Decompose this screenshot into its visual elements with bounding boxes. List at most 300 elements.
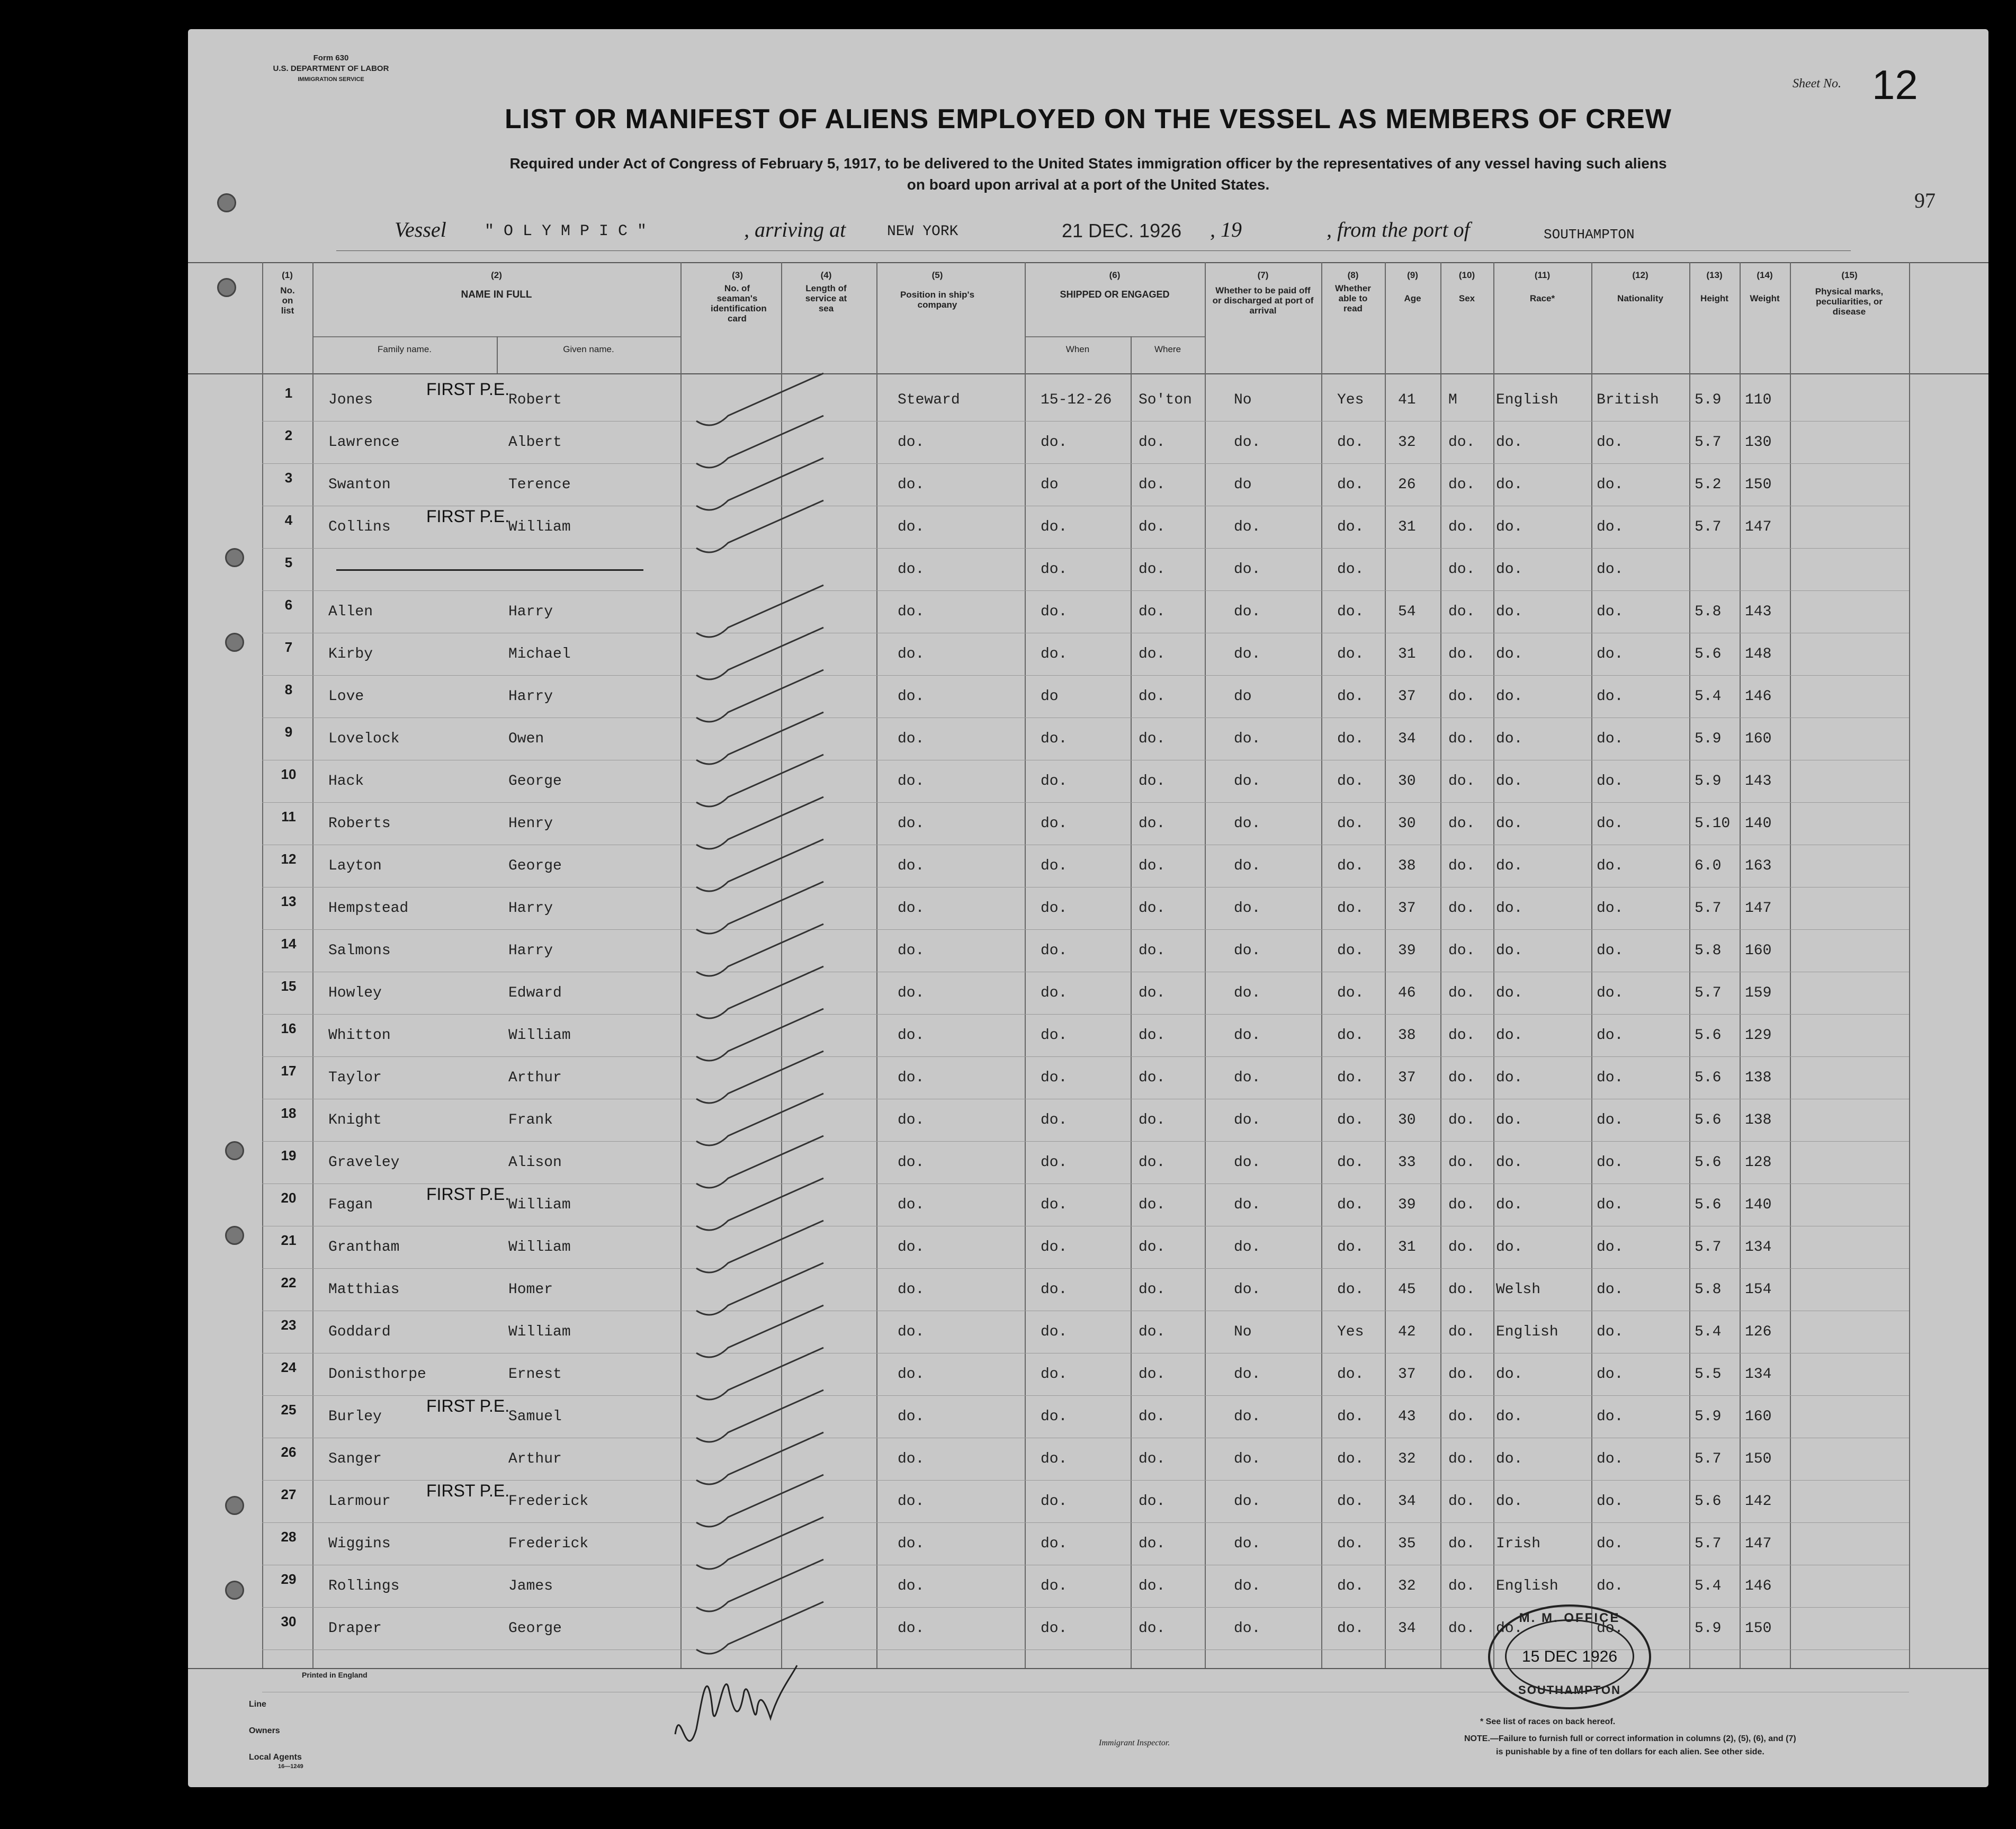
row-age: 45 [1398,1281,1416,1298]
row-height: 5.9 [1695,731,1722,747]
punch-hole [225,1141,244,1160]
row-paid: No [1234,1324,1252,1340]
row-family: Burley [328,1409,382,1425]
row-read: do. [1337,985,1364,1001]
row-where: do. [1139,1366,1166,1383]
row-race: do. [1496,985,1523,1001]
row-nat: do. [1597,1154,1624,1171]
row-where: do. [1139,815,1166,832]
col6-header: (6) SHIPPED OR ENGAGED [1060,270,1170,300]
row-height: 5.9 [1695,392,1722,408]
row-height: 5.6 [1695,1154,1722,1171]
row-age: 33 [1398,1154,1416,1171]
row-weight: 146 [1745,1578,1772,1594]
service-name: IMMIGRATION SERVICE [298,76,364,83]
row-nat: do. [1597,477,1624,493]
row-weight: 146 [1745,688,1772,705]
row-position: do. [898,1578,925,1594]
row-paid: do. [1234,519,1261,535]
agents-code: 16—1249 [278,1763,303,1770]
row-where: do. [1139,985,1166,1001]
row-age: 42 [1398,1324,1416,1340]
stamp-date: 15 DEC 1926 [1521,1648,1618,1665]
printed-note: Printed in England [302,1671,368,1679]
row-paid: do. [1234,815,1261,832]
row-family: Knight [328,1112,382,1128]
row-family: Graveley [328,1154,400,1171]
row-race: do. [1496,858,1523,874]
row-when: do. [1041,1239,1068,1256]
row-race: do. [1496,773,1523,790]
punch-hole [225,548,244,567]
row-age: 30 [1398,1112,1416,1128]
col13-header: (13) Height [1700,270,1728,303]
row-read: do. [1337,1451,1364,1467]
first-pe-annotation: FIRST P.E. [426,1396,510,1415]
row-age: 37 [1398,688,1416,705]
row-position: do. [898,434,925,451]
row-weight: 160 [1745,943,1772,959]
row-family: Draper [328,1620,382,1637]
row-family: Layton [328,858,382,874]
row-weight: 147 [1745,900,1772,917]
row-height: 5.4 [1695,1578,1722,1594]
row-n: 24 [281,1359,297,1375]
row-race: do. [1496,604,1523,620]
row-race: English [1496,1578,1558,1594]
row-nat: do. [1597,604,1624,620]
row-n: 17 [281,1063,297,1079]
row-n: 16 [281,1020,297,1036]
from-port-label: , from the port of [1327,218,1470,241]
row-read: do. [1337,1239,1364,1256]
row-position: do. [898,1493,925,1510]
row-age: 41 [1398,392,1416,408]
row-given: Harry [508,943,553,959]
row-race: do. [1496,1197,1523,1213]
row-paid: do. [1234,731,1261,747]
row-when: do. [1041,985,1068,1001]
row-n: 11 [281,809,296,824]
row-where: do. [1139,1154,1166,1171]
row-weight: 160 [1745,1409,1772,1425]
row-given: Albert [508,434,562,451]
owners-label: Owners [249,1726,280,1735]
row-family: Lawrence [328,434,400,451]
year-label: , 19 [1210,218,1242,241]
row-race: do. [1496,1112,1523,1128]
row-position: do. [898,731,925,747]
punch-hole [217,193,236,212]
row-weight: 129 [1745,1027,1772,1044]
row-read: do. [1337,434,1364,451]
row-read: do. [1337,1493,1364,1510]
row-sex: do. [1448,1154,1475,1171]
row-sex: do. [1448,1536,1475,1552]
row-height: 5.4 [1695,1324,1722,1340]
arriving-label: , arriving at [744,218,846,241]
row-where: do. [1139,688,1166,705]
col7-header: (7) Whether to be paid off or discharged at port of arrival [1212,270,1314,316]
row-where: do. [1139,1451,1166,1467]
row-n: 3 [284,470,293,486]
row-age: 30 [1398,815,1416,832]
row-height: 5.6 [1695,1027,1722,1044]
row-where: do. [1139,1281,1166,1298]
col2-family-header: Family name. [377,344,432,354]
row-race: do. [1496,1027,1523,1044]
row-age: 31 [1398,1239,1416,1256]
row-family: Kirby [328,646,373,662]
row-height: 5.10 [1695,815,1731,832]
row-read: do. [1337,519,1364,535]
row-position: do. [898,985,925,1001]
row-paid: do. [1234,1239,1261,1256]
row-where: do. [1139,1239,1166,1256]
row-age: 37 [1398,900,1416,917]
row-read: do. [1337,1027,1364,1044]
row-given: Owen [508,731,544,747]
row-given: George [508,773,562,790]
row-race: do. [1496,561,1523,578]
row-nat: do. [1597,1324,1624,1340]
row-paid: do. [1234,1027,1261,1044]
first-pe-annotation: FIRST P.E. [426,380,510,399]
row-n: 30 [281,1613,297,1629]
row-race: do. [1496,688,1523,705]
first-pe-annotation: FIRST P.E. [426,507,510,526]
row-weight: 147 [1745,1536,1772,1552]
row-given: William [508,1324,571,1340]
row-race: do. [1496,1451,1523,1467]
row-paid: do. [1234,1493,1261,1510]
row-read: do. [1337,1536,1364,1552]
col14-header: (14) Weight [1750,270,1780,303]
row-height: 5.8 [1695,943,1722,959]
col2-given-header: Given name. [563,344,614,354]
row-nat: do. [1597,985,1624,1001]
row-position: do. [898,1239,925,1256]
row-sex: do. [1448,1027,1475,1044]
row-when: do. [1041,858,1068,874]
row-position: do. [898,1366,925,1383]
row-sex: do. [1448,1620,1475,1637]
row-height: 5.2 [1695,477,1722,493]
row-position: do. [898,1027,925,1044]
pencil-tick [696,373,823,425]
row-race: do. [1496,1366,1523,1383]
row-nat: do. [1597,1366,1624,1383]
row-nat: do. [1597,1070,1624,1086]
row-when: 15-12-26 [1041,392,1112,408]
races-note: * See list of races on back hereof. [1480,1717,1616,1726]
row-age: 39 [1398,943,1416,959]
row-position: do. [898,604,925,620]
row-sex: do. [1448,773,1475,790]
row-age: 37 [1398,1366,1416,1383]
row-given: Samuel [508,1409,562,1425]
col12-header: (12) Nationality [1617,270,1663,303]
row-paid: do. [1234,1536,1261,1552]
row-family: Salmons [328,943,391,959]
row-position: do. [898,561,925,578]
row-weight: 160 [1745,731,1772,747]
punch-hole [225,1496,244,1515]
sheet-label: Sheet No. [1793,77,1841,91]
row-paid: do. [1234,1578,1261,1594]
row-paid: do. [1234,858,1261,874]
inspector-signature [665,1644,834,1771]
row-position: do. [898,1324,925,1340]
row-position: do. [898,943,925,959]
form-number: Form 630 [313,53,349,62]
row-nat: do. [1597,815,1624,832]
row-position: do. [898,1281,925,1298]
row-where: do. [1139,943,1166,959]
row-nat: do. [1597,1239,1624,1256]
row-nat: do. [1597,688,1624,705]
row-position: do. [898,1620,925,1637]
row-weight: 150 [1745,1620,1772,1637]
row-given: William [508,1239,571,1256]
row-family: Matthias [328,1281,400,1298]
row-nat: do. [1597,1451,1624,1467]
row-height: 5.6 [1695,1493,1722,1510]
row-sex: M [1448,392,1457,408]
row-weight: 142 [1745,1493,1772,1510]
row-where: do. [1139,1578,1166,1594]
row-when: do. [1041,1366,1068,1383]
row-sex: do. [1448,858,1475,874]
blank-row-line [336,569,643,571]
row-read: do. [1337,731,1364,747]
row-where: do. [1139,1620,1166,1637]
row-read: do. [1337,1578,1364,1594]
row-when: do. [1041,900,1068,917]
row-family: Whitton [328,1027,391,1044]
corner-number: 97 [1914,189,1936,212]
manifest-sheet [188,29,1988,1787]
vessel-label: Vessel [395,218,446,241]
row-nat: do. [1597,1578,1624,1594]
row-family: Howley [328,985,382,1001]
row-where: do. [1139,1070,1166,1086]
row-when: do. [1041,646,1068,662]
row-sex: do. [1448,985,1475,1001]
row-race: do. [1496,900,1523,917]
row-given: Michael [508,646,571,662]
row-read: do. [1337,773,1364,790]
row-position: do. [898,1070,925,1086]
row-when: do. [1041,1324,1068,1340]
row-n: 28 [281,1529,297,1545]
row-sex: do. [1448,646,1475,662]
row-n: 19 [281,1147,297,1163]
row-family: Swanton [328,477,391,493]
row-when: do. [1041,1536,1068,1552]
row-position: do. [898,1536,925,1552]
row-given: Arthur [508,1451,562,1467]
row-nat: do. [1597,434,1624,451]
row-given: Homer [508,1281,553,1298]
row-position: do. [898,858,925,874]
row-n: 29 [281,1571,297,1587]
row-nat: do. [1597,1027,1624,1044]
row-sex: do. [1448,434,1475,451]
row-sex: do. [1448,1451,1475,1467]
row-when: do. [1041,815,1068,832]
row-position: do. [898,773,925,790]
row-race: Irish [1496,1536,1541,1552]
row-weight: 143 [1745,773,1772,790]
from-port: SOUTHAMPTON [1544,227,1635,243]
row-race: do. [1496,1493,1523,1510]
row-given: Frederick [508,1493,589,1510]
row-age: 34 [1398,1620,1416,1637]
row-read: do. [1337,604,1364,620]
agents-label: Local Agents [249,1753,302,1762]
row-race: do. [1496,519,1523,535]
row-weight: 134 [1745,1366,1772,1383]
row-weight: 143 [1745,604,1772,620]
inspector-label: Immigrant Inspector. [1099,1738,1170,1747]
row-n: 25 [281,1402,297,1418]
row-height: 5.9 [1695,1409,1722,1425]
row-sex: do. [1448,1070,1475,1086]
row-read: do. [1337,1112,1364,1128]
row-age: 38 [1398,1027,1416,1044]
row-given: Robert [508,392,562,408]
row-nat: British [1597,392,1659,408]
row-n: 2 [284,427,293,443]
col6-where-header: Where [1154,344,1181,354]
row-race: do. [1496,943,1523,959]
row-family: Taylor [328,1070,382,1086]
row-read: Yes [1337,1324,1364,1340]
row-when: do. [1041,1112,1068,1128]
row-family: Allen [328,604,373,620]
row-weight: 150 [1745,1451,1772,1467]
row-n: 9 [284,724,293,740]
row-race: English [1496,392,1558,408]
row-age: 46 [1398,985,1416,1001]
row-read: do. [1337,1366,1364,1383]
row-given: William [508,1197,571,1213]
row-sex: do. [1448,604,1475,620]
row-race: English [1496,1324,1558,1340]
row-age: 34 [1398,1493,1416,1510]
row-nat: do. [1597,773,1624,790]
row-where: do. [1139,477,1166,493]
row-race: Welsh [1496,1281,1541,1298]
arrival-date: 21 DEC. 1926 [1062,220,1182,241]
row-nat: do. [1597,561,1624,578]
row-paid: do. [1234,1154,1261,1171]
row-age: 54 [1398,604,1416,620]
col10-header: (10) Sex [1458,270,1475,303]
row-when: do. [1041,731,1068,747]
row-given: Edward [508,985,562,1001]
row-height: 5.6 [1695,1070,1722,1086]
row-race: do. [1496,434,1523,451]
row-where: do. [1139,1536,1166,1552]
row-age: 26 [1398,477,1416,493]
row-sex: do. [1448,1493,1475,1510]
row-where: do. [1139,1324,1166,1340]
sheet-number: 12 [1872,61,1918,108]
row-when: do. [1041,1070,1068,1086]
row-weight: 163 [1745,858,1772,874]
row-weight: 126 [1745,1324,1772,1340]
row-family: Collins [328,519,391,535]
row-when: do. [1041,561,1068,578]
row-position: do. [898,646,925,662]
row-paid: do. [1234,773,1261,790]
row-nat: do. [1597,1493,1624,1510]
row-n: 20 [281,1190,297,1206]
row-read: do. [1337,561,1364,578]
row-when: do [1041,477,1059,493]
row-n: 15 [281,978,297,994]
col3-header: (3) No. of seaman's identification card [711,270,767,324]
row-position: do. [898,1451,925,1467]
row-family: Rollings [328,1578,400,1594]
row-age: 32 [1398,434,1416,451]
row-n: 21 [281,1232,297,1248]
row-race: do. [1496,1409,1523,1425]
row-read: do. [1337,1409,1364,1425]
first-pe-annotation: FIRST P.E. [426,1481,510,1500]
row-age: 43 [1398,1409,1416,1425]
row-race: do. [1496,646,1523,662]
row-where: do. [1139,519,1166,535]
row-read: do. [1337,1620,1364,1637]
row-sex: do. [1448,519,1475,535]
row-n: 27 [281,1486,297,1502]
row-sex: do. [1448,477,1475,493]
row-sex: do. [1448,561,1475,578]
row-sex: do. [1448,688,1475,705]
row-nat: do. [1597,1536,1624,1552]
row-age: 32 [1398,1451,1416,1467]
row-read: do. [1337,815,1364,832]
row-n: 1 [284,385,293,401]
row-n: 18 [281,1105,297,1121]
row-age: 31 [1398,519,1416,535]
row-position: do. [898,1197,925,1213]
row-read: do. [1337,1281,1364,1298]
row-race: do. [1496,1070,1523,1086]
punch-hole [217,278,236,297]
col5-header: (5) Position in ship's company [900,270,975,310]
row-sex: do. [1448,1112,1475,1128]
row-race: do. [1496,1620,1523,1637]
row-when: do. [1041,604,1068,620]
row-n: 6 [284,597,293,613]
row-n: 5 [284,554,293,570]
row-race: do. [1496,477,1523,493]
row-paid: do. [1234,985,1261,1001]
row-n: 26 [281,1444,297,1460]
row-given: George [508,858,562,874]
row-position: do. [898,519,925,535]
row-read: do. [1337,1070,1364,1086]
row-given: Arthur [508,1070,562,1086]
col2-header: (2) NAME IN FULL [461,270,532,300]
row-height: 5.9 [1695,773,1722,790]
row-age: 38 [1398,858,1416,874]
row-where: do. [1139,1027,1166,1044]
